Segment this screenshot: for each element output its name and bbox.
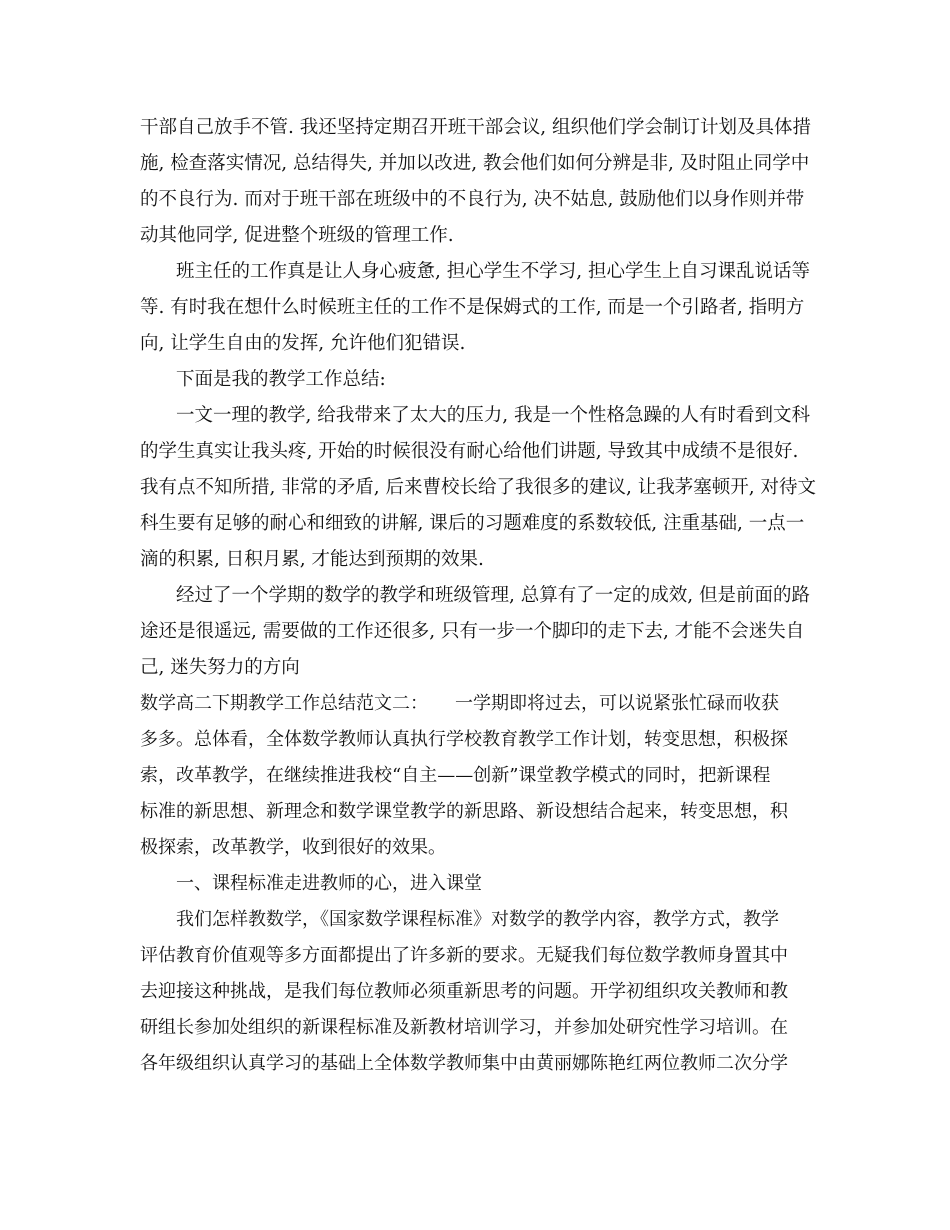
text-line: 一文一理的教学, 给我带来了太大的压力, 我是一个性格急躁的人有时看到文科 [176, 405, 811, 426]
text-line: 施, 检查落实情况, 总结得失, 并加以改进, 教会他们如何分辨是非, 及时阻止同学中 [140, 153, 810, 174]
text-line: 各年级组织认真学习的基础上全体数学教师集中由黄丽娜陈艳红两位教师二次分学 [140, 1053, 788, 1074]
text-line: 向, 让学生自由的发挥, 允许他们犯错误. [140, 333, 466, 354]
text-line: 数学高二下期教学工作总结范文二： 一学期即将过去，可以说紧张忙碌而收获 [140, 693, 779, 714]
text-line: 动其他同学, 促进整个班级的管理工作. [140, 225, 454, 246]
section-heading: 一、课程标准走进教师的心，进入课堂 [176, 873, 482, 894]
text-line: 研组长参加处组织的新课程标准及新教材培训学习，并参加处研究性学习培训。在 [140, 1017, 788, 1038]
text-line: 干部自己放手不管. 我还坚持定期召开班干部会议, 组织他们学会制订计划及具体措 [140, 117, 812, 138]
text-line: 班主任的工作真是让人身心疲惫, 担心学生不学习, 担心学生上自习课乱说话等 [176, 261, 811, 282]
text-line: 下面是我的教学工作总结: [176, 369, 386, 390]
text-line: 己, 迷失努力的方向 [140, 657, 300, 678]
text-line: 等. 有时我在想什么时候班主任的工作不是保姆式的工作, 而是一个引路者, 指明方 [140, 297, 805, 318]
text-line: 评估教育价值观等多方面都提出了许多新的要求。无疑我们每位数学教师身置其中 [140, 945, 788, 966]
text-line: 科生要有足够的耐心和细致的讲解, 课后的习题难度的系数较低, 注重基础, 一点一 [140, 513, 805, 534]
text-line: 途还是很遥远, 需要做的工作还很多, 只有一步一个脚印的走下去, 才能不会迷失自 [140, 621, 805, 642]
text-line: 我们怎样教数学，《国家数学课程标准》对数学的教学内容，教学方式，教学 [176, 909, 779, 930]
text-line: 经过了一个学期的数学的教学和班级管理, 总算有了一定的成效, 但是前面的路 [176, 585, 811, 606]
text-line: 标准的新思想、新理念和数学课堂教学的新思路、新设想结合起来，转变思想，积 [140, 801, 788, 822]
text-line: 滴的积累, 日积月累, 才能达到预期的效果. [140, 549, 484, 570]
text-line: 的学生真实让我头疼, 开始的时候很没有耐心给他们讲题, 导致其中成绩不是很好. [140, 441, 799, 462]
text-line: 极探索，改革教学，收到很好的效果。 [140, 837, 446, 858]
text-line: 多多。总体看，全体数学教师认真执行学校教育教学工作计划，转变思想，积极探 [140, 729, 788, 750]
text-line: 我有点不知所措, 非常的矛盾, 后来曹校长给了我很多的建议, 让我茅塞顿开, 对待文 [140, 477, 817, 498]
text-line: 索，改革教学，在继续推进我校“自主——创新”课堂教学模式的同时，把新课程 [140, 765, 771, 786]
text-line: 的不良行为. 而对于班干部在班级中的不良行为, 决不姑息, 鼓励他们以身作则并带 [140, 189, 805, 210]
text-line: 去迎接这种挑战，是我们每位教师必须重新思考的问题。开学初组织攻关教师和教 [140, 981, 788, 1002]
